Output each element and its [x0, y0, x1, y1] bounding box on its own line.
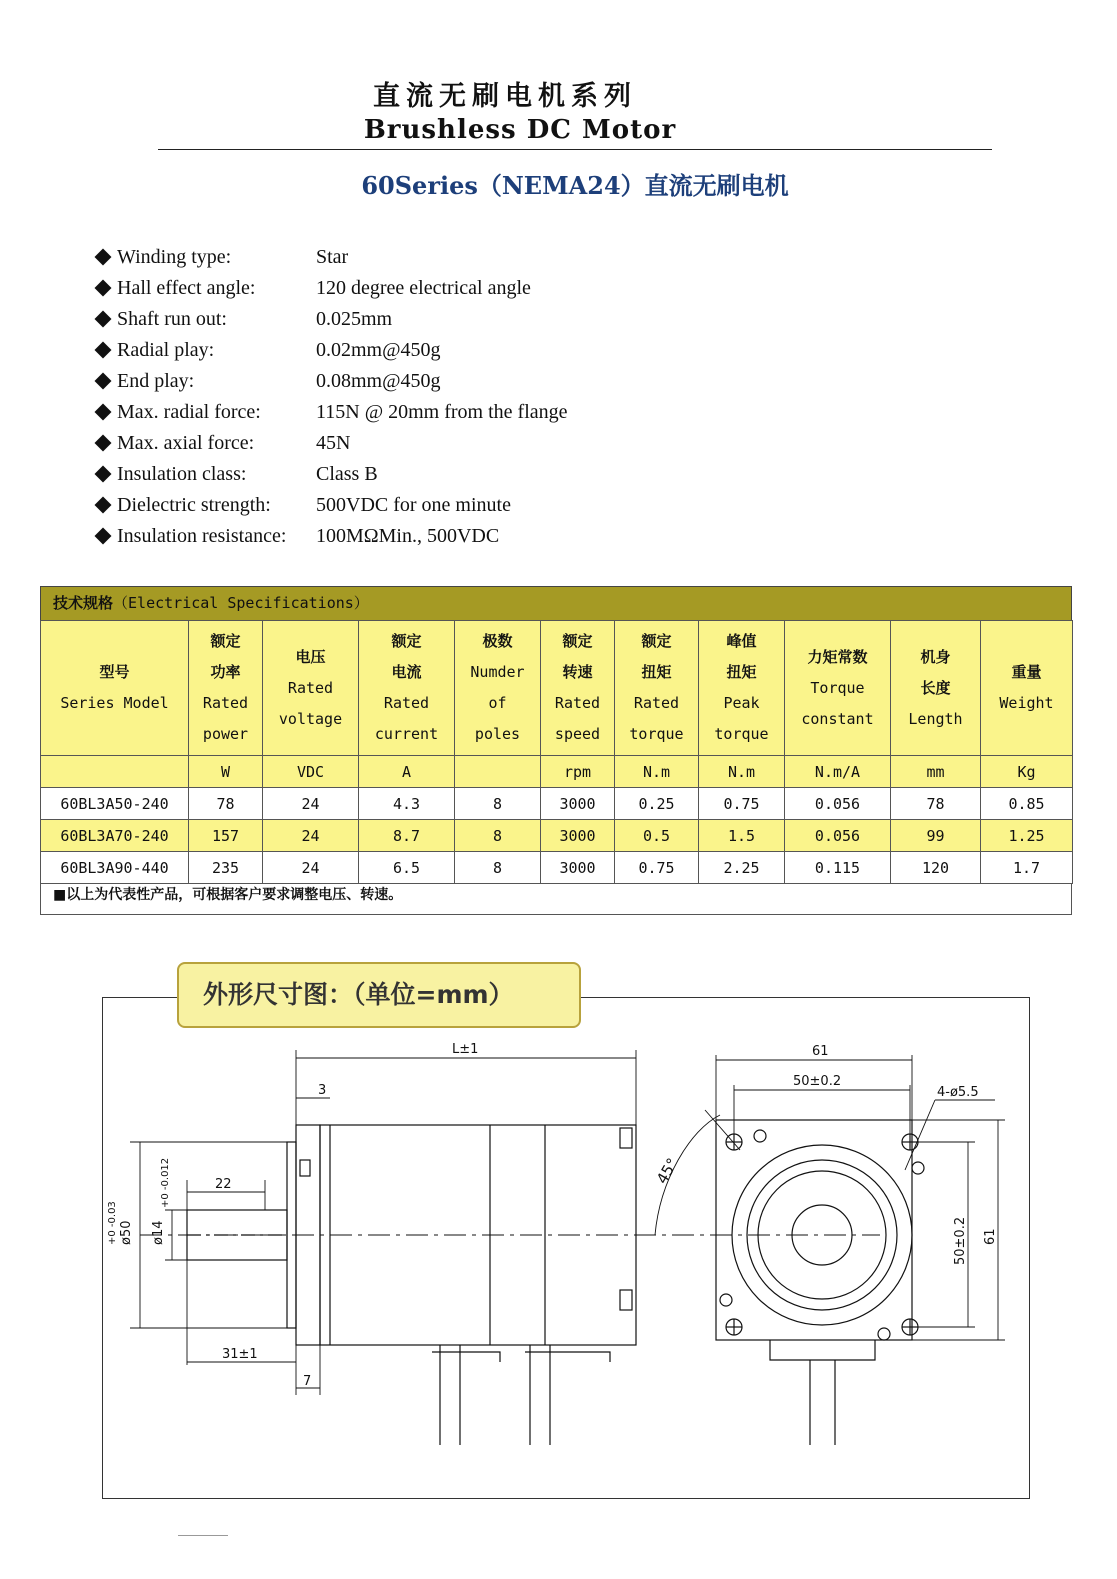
col-header-torque-constant: 力矩常数 Torque constant	[785, 621, 891, 756]
table-cell: 24	[263, 820, 359, 852]
spec-label: Winding type:	[117, 246, 232, 268]
table-cell: 24	[263, 852, 359, 884]
table-title-en: （Electrical Specifications）	[113, 594, 369, 612]
motor-front-view	[716, 1120, 924, 1445]
spec-label: Max. radial force:	[117, 401, 261, 423]
dim-key-22: 22	[215, 1177, 232, 1192]
table-cell: 0.25	[615, 788, 699, 820]
unit-cell: VDC	[263, 756, 359, 788]
unit-cell: mm	[891, 756, 981, 788]
col-header-power: 额定 功率 Rated power	[189, 621, 263, 756]
col-header-length: 机身 长度 Length	[891, 621, 981, 756]
title-chinese: 直流无刷电机系列	[373, 81, 637, 112]
spec-value: 0.08mm@450g	[316, 370, 441, 392]
table-title-cn: 技术规格	[53, 594, 114, 612]
table-cell: 0.75	[699, 788, 785, 820]
unit-cell: rpm	[541, 756, 615, 788]
spec-value: 0.025mm	[316, 308, 393, 330]
table-cell: 60BL3A70-240	[41, 820, 189, 852]
table-cell: 8	[455, 820, 541, 852]
dim-holes: 4-ø5.5	[937, 1085, 979, 1100]
table-cell: 1.5	[699, 820, 785, 852]
table-cell: 8	[455, 788, 541, 820]
spec-label: Radial play:	[117, 339, 215, 361]
spec-value: 120 degree electrical angle	[316, 277, 531, 299]
spec-value: Star	[316, 246, 349, 268]
spec-label: Insulation resistance:	[117, 525, 287, 547]
table-cell: 0.85	[981, 788, 1073, 820]
drawing-title: 外形尺寸图：（单位=mm）	[177, 962, 581, 1028]
table-cell: 0.056	[785, 820, 891, 852]
table-cell: 235	[189, 852, 263, 884]
motor-side-view	[140, 1125, 880, 1445]
dim-angle: 45°	[652, 1154, 682, 1187]
unit-cell: N.m	[699, 756, 785, 788]
table-note: ■以上为代表性产品，可根据客户要求调整电压、转速。	[40, 884, 1072, 915]
dim-height-61: 61	[983, 1228, 998, 1245]
unit-cell: A	[359, 756, 455, 788]
table-cell: 8.7	[359, 820, 455, 852]
spec-value: 100MΩMin., 500VDC	[316, 525, 500, 547]
spec-value: 500VDC for one minute	[316, 494, 511, 516]
table-cell: 0.056	[785, 788, 891, 820]
spec-label: End play:	[117, 370, 195, 392]
col-header-voltage: 电压 Rated voltage	[263, 621, 359, 756]
table-cell: 99	[891, 820, 981, 852]
dim-pilot-tol: +0 -0.03	[107, 1201, 118, 1245]
spec-value: 0.02mm@450g	[316, 339, 441, 361]
dim-shaft-dia: ø14	[151, 1220, 166, 1245]
table-cell: 3000	[541, 852, 615, 884]
unit-cell: N.m/A	[785, 756, 891, 788]
col-header-rated-torque: 额定 扭矩 Rated torque	[615, 621, 699, 756]
table-cell: 24	[263, 788, 359, 820]
spec-value: Class B	[316, 463, 378, 485]
table-cell: 0.75	[615, 852, 699, 884]
page-footer-rule	[178, 1535, 228, 1536]
col-header-poles: 极数 Numder of poles	[455, 621, 541, 756]
dim-flange-3: 3	[318, 1083, 327, 1098]
table-cell: 60BL3A90-440	[41, 852, 189, 884]
spec-label: Max. axial force:	[117, 432, 255, 454]
table-cell: 1.7	[981, 852, 1073, 884]
col-header-weight: 重量 Weight	[981, 621, 1073, 756]
table-cell: 120	[891, 852, 981, 884]
unit-cell: N.m	[615, 756, 699, 788]
table-cell: 0.5	[615, 820, 699, 852]
spec-label: Dielectric strength:	[117, 494, 271, 516]
spec-label: Hall effect angle:	[117, 277, 256, 299]
dim-flange-7: 7	[303, 1374, 312, 1389]
table-cell: 1.25	[981, 820, 1073, 852]
table-cell: 157	[189, 820, 263, 852]
table-cell: 78	[189, 788, 263, 820]
dim-shaft-len: 31±1	[222, 1347, 258, 1362]
col-header-speed: 额定 转速 Rated speed	[541, 621, 615, 756]
table-cell: 60BL3A50-240	[41, 788, 189, 820]
table-cell: 78	[891, 788, 981, 820]
dim-width-61: 61	[812, 1044, 829, 1059]
dim-length: L±1	[452, 1042, 479, 1057]
unit-cell: W	[189, 756, 263, 788]
table-cell: 8	[455, 852, 541, 884]
title-english: Brushless DC Motor	[363, 115, 677, 145]
spec-label: Shaft run out:	[117, 308, 227, 330]
col-header-model: 型号 Series Model	[41, 621, 189, 756]
dim-bolt-50: 50±0.2	[793, 1074, 842, 1089]
table-cell: 4.3	[359, 788, 455, 820]
dim-pilot-dia: ø50	[119, 1220, 134, 1245]
spec-label: Insulation class:	[117, 463, 247, 485]
table-cell: 2.25	[699, 852, 785, 884]
col-header-peak-torque: 峰值 扭矩 Peak torque	[699, 621, 785, 756]
col-header-current: 额定 电流 Rated current	[359, 621, 455, 756]
series-subtitle: 60Series（NEMA24）直流无刷电机	[361, 171, 789, 200]
spec-value: 115N @ 20mm from the flange	[316, 401, 568, 423]
dim-height-50: 50±0.2	[953, 1216, 968, 1265]
spec-value: 45N	[316, 432, 351, 454]
table-cell: 3000	[541, 788, 615, 820]
unit-cell: Kg	[981, 756, 1073, 788]
table-cell: 0.115	[785, 852, 891, 884]
table-cell: 3000	[541, 820, 615, 852]
table-cell: 6.5	[359, 852, 455, 884]
dim-shaft-tol: +0 -0.012	[160, 1157, 171, 1208]
